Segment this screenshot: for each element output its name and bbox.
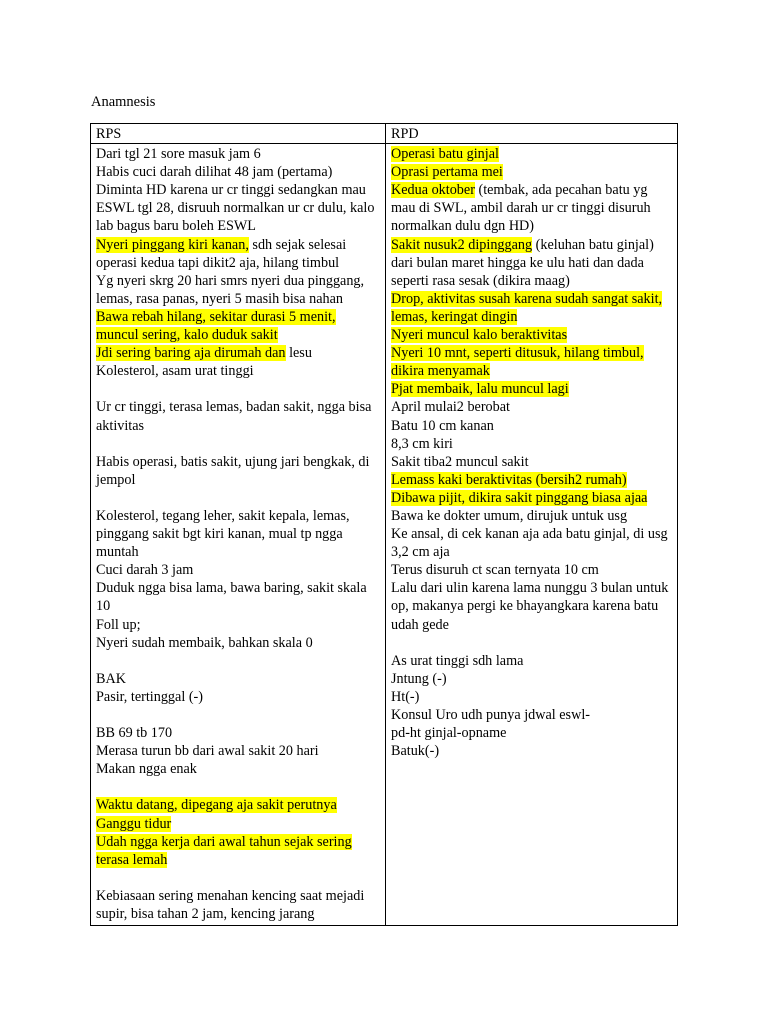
rpd-notes-cell	[386, 144, 678, 926]
note-line	[391, 290, 673, 326]
highlighted-text: Nyeri 10 mnt, seperti ditusuk, hilang timbul, dikira menyamak	[391, 345, 644, 380]
highlighted-text: Kedua oktober	[391, 182, 475, 199]
note-line	[391, 706, 673, 724]
note-line	[391, 561, 673, 579]
note-line	[391, 453, 673, 471]
note-line	[391, 145, 673, 163]
note-line	[96, 778, 381, 796]
note-line	[391, 471, 673, 489]
note-line	[391, 724, 673, 742]
note-line	[96, 489, 381, 507]
note-line	[391, 688, 673, 706]
note-line	[96, 145, 381, 163]
table-header-row	[91, 124, 678, 144]
note-line	[96, 815, 381, 833]
column-header-rpd: RPD	[386, 124, 678, 144]
note-text: Lalu dari ulin karena lama nunggu 3 bulan untuk op, makanya pergi ke bhayangkara karena batu udah gede	[391, 580, 669, 633]
note-line	[391, 652, 673, 670]
note-line	[391, 398, 673, 416]
note-line	[96, 796, 381, 814]
note-line	[391, 435, 673, 453]
note-text: (tembak, ada pecahan batu yg mau di SWL, ambil darah ur cr tinggi disuruh normalkan dulu dgn HD)	[391, 182, 651, 235]
note-line	[391, 525, 673, 561]
note-text: Habis cuci darah dilihat 48 jam (pertama)	[96, 164, 333, 181]
note-text: Kebiasaan sering menahan kencing saat mejadi supir, bisa tahan 2 jam, kencing jarang	[96, 887, 365, 923]
note-text: Kolesterol, tegang leher, sakit kepala, lemas, pinggang sakit bgt kiri kanan, mual tp ngga muntah	[96, 507, 350, 561]
note-line	[391, 489, 673, 507]
note-text: Sakit tiba2 muncul sakit	[391, 453, 529, 470]
highlighted-text: Lemass kaki beraktivitas (bersih2 rumah)	[391, 471, 627, 488]
note-text: Yg nyeri skrg 20 hari smrs nyeri dua pinggang, lemas, rasa panas, nyeri 5 masih bisa nahan	[96, 272, 365, 307]
note-line	[96, 236, 381, 272]
note-line	[96, 616, 381, 634]
highlighted-text: Bawa rebah hilang, sekitar durasi 5 menit, muncul sering, kalo duduk sakit	[96, 308, 336, 344]
note-line	[391, 579, 673, 633]
note-line	[96, 308, 381, 344]
note-line	[96, 706, 381, 724]
note-line	[391, 670, 673, 688]
note-line	[96, 652, 381, 670]
note-line	[391, 634, 673, 652]
note-line	[96, 344, 381, 362]
note-line	[391, 380, 673, 398]
highlighted-text: Nyeri muncul kalo beraktivitas	[391, 327, 568, 344]
note-line	[96, 453, 381, 489]
note-text: pd-ht ginjal-opname	[391, 725, 507, 742]
note-line	[96, 561, 381, 579]
anamnesis-table	[90, 123, 678, 926]
highlighted-text: Ganggu tidur	[96, 815, 172, 832]
highlighted-text: Oprasi pertama mei	[391, 164, 503, 181]
note-line	[96, 163, 381, 181]
note-line	[96, 435, 381, 453]
note-text: April mulai2 berobat	[391, 399, 510, 416]
highlighted-text: Udah ngga kerja dari awal tahun sejak sering terasa lemah	[96, 833, 352, 868]
note-line	[96, 507, 381, 561]
note-text: As urat tinggi sdh lama	[391, 652, 524, 669]
table-body-row	[91, 144, 678, 926]
note-text: Bawa ke dokter umum, dirujuk untuk usg	[391, 507, 628, 524]
note-line	[96, 181, 381, 235]
note-line	[96, 634, 381, 652]
note-text: BB 69 tb 170	[96, 725, 173, 742]
note-line	[391, 163, 673, 181]
note-text: Habis operasi, batis sakit, ujung jari bengkak, di jempol	[96, 453, 370, 488]
note-text: Ur cr tinggi, terasa lemas, badan sakit, ngga bisa aktivitas	[96, 399, 372, 434]
note-text: Pasir, tertinggal (-)	[96, 688, 203, 705]
note-text: BAK	[96, 670, 126, 687]
note-text: Jntung (-)	[391, 670, 447, 687]
note-line	[391, 344, 673, 380]
note-line	[96, 724, 381, 742]
note-line	[96, 670, 381, 688]
note-line	[96, 398, 381, 434]
note-text: Nyeri sudah membaik, bahkan skala 0	[96, 634, 313, 651]
note-line	[96, 887, 381, 923]
note-line	[96, 579, 381, 615]
note-line	[391, 417, 673, 435]
note-text: Ke ansal, di cek kanan aja ada batu ginjal, di usg 3,2 cm aja	[391, 526, 668, 561]
note-text: 8,3 cm kiri	[391, 435, 453, 452]
note-text: Foll up;	[96, 616, 141, 633]
note-line	[96, 272, 381, 308]
note-text: Dari tgl 21 sore masuk jam 6	[96, 146, 261, 163]
note-line	[96, 742, 381, 760]
note-line	[391, 181, 673, 235]
highlighted-text: Operasi batu ginjal	[391, 146, 499, 163]
note-line	[96, 869, 381, 887]
note-text: Konsul Uro udh punya jdwal eswl-	[391, 707, 590, 723]
note-text: Terus disuruh ct scan ternyata 10 cm	[391, 562, 599, 579]
note-text: Cuci darah 3 jam	[96, 562, 194, 579]
note-text: Diminta HD karena ur cr tinggi sedangkan mau ESWL tgl 28, disruuh normalkan ur cr dulu, kalo lab bagus baru boleh ESWL	[96, 182, 375, 235]
note-line	[96, 688, 381, 706]
note-text: Makan ngga enak	[96, 761, 197, 778]
document-title: Anamnesis	[91, 94, 156, 110]
note-line	[391, 326, 673, 344]
note-text: Duduk ngga bisa lama, bawa baring, sakit skala 10	[96, 580, 367, 615]
rps-notes-cell	[91, 144, 386, 926]
note-text: lesu	[285, 345, 312, 362]
highlighted-text: Pjat membaik, lalu muncul lagi	[391, 381, 569, 398]
note-text: (keluhan batu ginjal) dari bulan maret hingga ke ulu hati dan dada seperti rasa sesak (dikira maag)	[391, 236, 654, 289]
note-text: Merasa turun bb dari awal sakit 20 hari	[96, 743, 319, 760]
highlighted-text: Jdi sering baring aja dirumah dan	[96, 345, 286, 362]
note-text: Batu 10 cm kanan	[391, 417, 494, 434]
highlighted-text: Drop, aktivitas susah karena sudah sangat sakit, lemas, keringat dingin	[391, 290, 663, 325]
note-text: Ht(-)	[391, 688, 420, 705]
highlighted-text: Nyeri pinggang kiri kanan,	[96, 236, 249, 253]
note-line	[96, 760, 381, 778]
column-header-rps: RPS	[91, 124, 386, 144]
note-line	[96, 380, 381, 398]
note-line	[391, 742, 673, 760]
note-line	[96, 833, 381, 869]
note-line	[96, 362, 381, 380]
note-line	[391, 507, 673, 525]
note-line	[391, 236, 673, 290]
highlighted-text: Waktu datang, dipegang aja sakit perutnya	[96, 797, 337, 814]
highlighted-text: Sakit nusuk2 dipinggang	[391, 236, 533, 253]
note-text: sdh sejak selesai operasi kedua tapi dikit2 aja, hilang timbul	[96, 236, 347, 271]
highlighted-text: Dibawa pijit, dikira sakit pinggang biasa ajaa	[391, 489, 648, 506]
note-text: Kolesterol, asam urat tinggi	[96, 363, 254, 380]
note-text: Batuk(-)	[391, 743, 440, 760]
